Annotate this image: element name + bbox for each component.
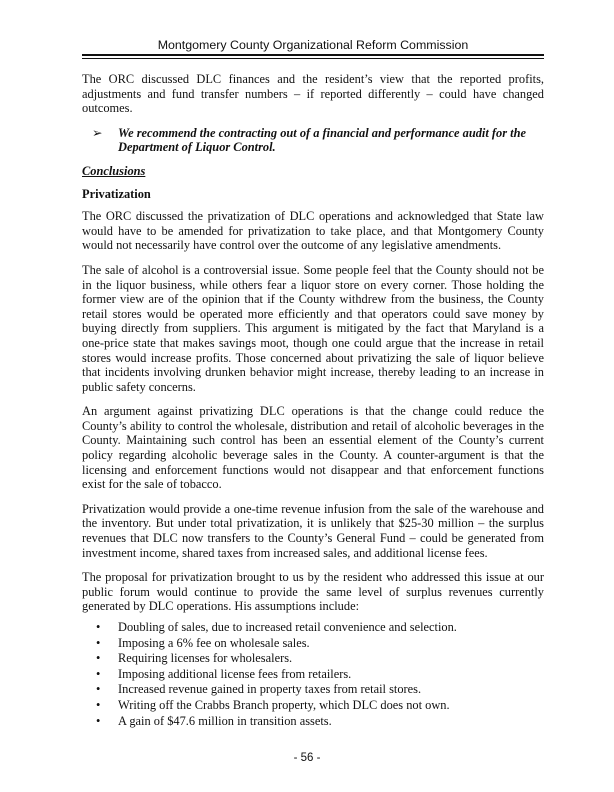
bullet-icon: • — [96, 713, 101, 728]
bullet-icon: • — [96, 635, 101, 650]
header-rule-thin — [82, 58, 544, 59]
conclusions-heading: Conclusions — [82, 163, 146, 178]
page-number: - 56 - — [293, 752, 321, 764]
page-header: Montgomery County Organizational Reform Commission — [157, 38, 469, 52]
list-item — [82, 667, 544, 682]
list-item-text: Increased revenue gained in property taxes from retail stores. — [118, 682, 422, 697]
paragraph-3: An argument against privatizing DLC operations is that the change could reduce the County’s ability to control the wholesale, distribution and retail of alcoholic beverages in the County. Maintaining such control has been an essential element of the County’s current policy regarding alcoholic beverage sales in the County. A counter-argument is that the licensing and enforcement functions would not disappear and that enforcement functions exist for the sale of tobacco. — [82, 404, 544, 492]
list-item-text: Doubling of sales, due to increased retail convenience and selection. — [118, 620, 457, 634]
intro-paragraph: The ORC discussed DLC finances and the resident’s view that the reported profits, adjustments and fund transfer numbers – if reported differently – could have changed outcomes. — [82, 72, 544, 116]
list-item — [82, 698, 544, 713]
assumptions-list — [82, 620, 544, 728]
paragraph-4: Privatization would provide a one-time revenue infusion from the sale of the warehouse and the inventory. But under total privatization, it is unlikely that $25-30 million – the surplus revenues that DLC now transfers to the County’s General Fund – could be generated from investment income, shared taxes from increased sales, and additional license fees. — [82, 501, 544, 560]
bullet-icon: • — [96, 666, 101, 681]
paragraph-5: The proposal for privatization brought to us by the resident who addressed this issue at our public forum would continue to provide the same level of surplus revenues currently generated by DLC operations. His assumptions include: — [82, 570, 544, 614]
list-item — [82, 651, 544, 666]
paragraph-1: The ORC discussed the privatization of DLC operations and acknowledged that State law would have to be amended for privatization to take place, and that Montgomery County would not necessarily have control over the outcome of any legislative amendments. — [82, 209, 544, 253]
recommendation-text: We recommend the contracting out of a financial and performance audit for the Department of Liquor Control. — [118, 125, 526, 155]
list-item-text: A gain of $47.6 million in transition assets. — [118, 713, 332, 728]
list-item-text: Writing off the Crabbs Branch property, which DLC does not own. — [118, 697, 450, 712]
list-item-text: Imposing a 6% fee on wholesale sales. — [118, 635, 310, 650]
list-item-text: Imposing additional license fees from retailers. — [118, 666, 352, 681]
bullet-icon: • — [96, 697, 101, 712]
document-body — [82, 72, 544, 729]
bullet-icon: • — [96, 651, 101, 666]
list-item-text: Requiring licenses for wholesalers. — [118, 651, 293, 666]
header-rule-thick — [82, 54, 544, 56]
bullet-icon: • — [96, 682, 101, 697]
list-item — [82, 636, 544, 651]
list-item — [82, 682, 544, 697]
list-item — [82, 620, 544, 635]
bullet-icon: • — [96, 620, 101, 634]
list-item — [82, 714, 544, 729]
arrow-bullet-icon: ➢ — [92, 125, 103, 140]
paragraph-2: The sale of alcohol is a controversial issue. Some people feel that the County should not be in the liquor business, while others fear a liquor store on every corner. Those holding the former view are of the opinion that if the County withdrew from the business, the County retail stores would be operated more efficiently and that operators could save money by buying directly from suppliers. This argument is mitigated by the fact that Maryland is a one-price state that makes savings moot, though one could argue that the increase in retail stores would increase profits. Those concerned about privatizing the sale of liquor believe that incidents involving drunken behavior might increase, thereby leading to an increase in public safety concerns. — [82, 262, 544, 394]
privatization-heading: Privatization — [82, 186, 151, 201]
recommendation — [82, 126, 544, 155]
